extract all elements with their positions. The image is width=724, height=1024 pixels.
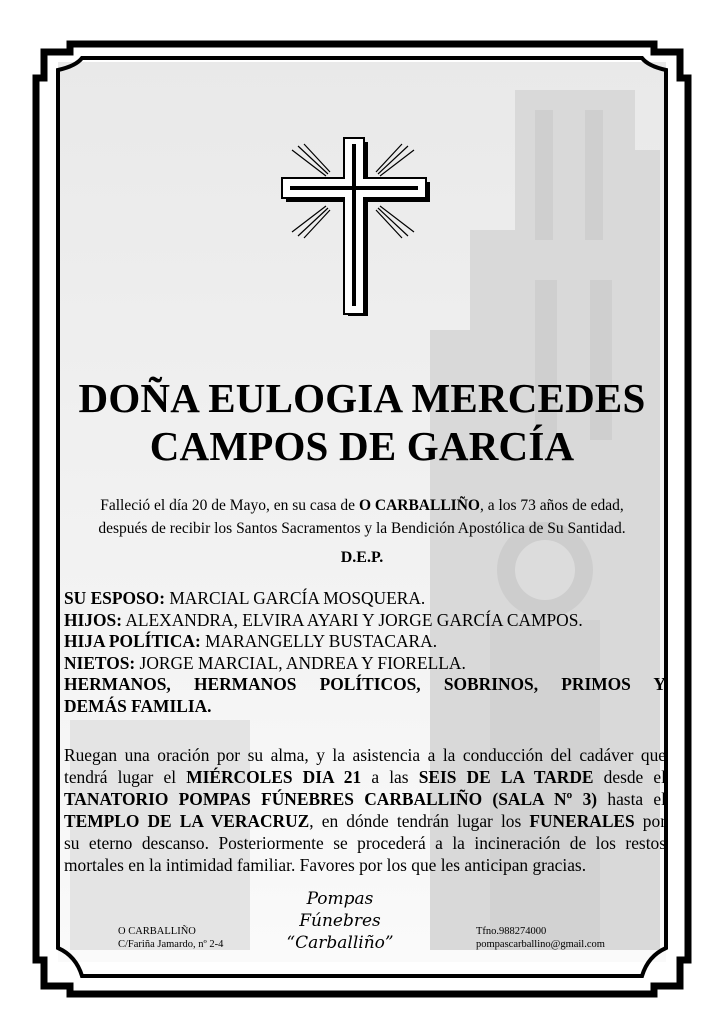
deceased-name-line1: DOÑA EULOGIA MERCEDES bbox=[78, 375, 646, 421]
funeral-text: , en dónde tendrán lugar los bbox=[309, 811, 530, 831]
funeral-line: mortales en la intimidad familiar. Favores por los que les anticipan gracias. bbox=[64, 855, 587, 875]
funeral-home-logo bbox=[270, 888, 410, 954]
spouse-name: MARCIAL GARCÍA MOSQUERA. bbox=[165, 588, 426, 608]
footer-email: pompascarballino@gmail.com bbox=[476, 939, 605, 950]
deceased-name-line2: CAMPOS DE GARCÍA bbox=[149, 423, 575, 469]
intro-text: Falleció el día 20 de Mayo, en su casa de bbox=[100, 497, 359, 514]
funeral-text: a las bbox=[361, 767, 419, 787]
funeral-home-contact bbox=[476, 925, 605, 951]
funeral-text: tendrá lugar el bbox=[64, 767, 187, 787]
family-list bbox=[64, 588, 666, 718]
spouse-row bbox=[64, 588, 666, 610]
funeral-line bbox=[64, 810, 666, 832]
funeral-line bbox=[64, 766, 666, 788]
spouse-label: SU ESPOSO: bbox=[64, 588, 165, 608]
funeral-text: desde el bbox=[593, 767, 666, 787]
footer-street: C/Fariña Jamardo, nº 2-4 bbox=[118, 939, 224, 950]
other-relatives-line1 bbox=[64, 674, 666, 696]
cross-icon bbox=[268, 136, 438, 316]
grandchildren-row bbox=[64, 653, 666, 675]
funerals-label: FUNERALES bbox=[529, 811, 635, 831]
other-relatives-line2 bbox=[64, 696, 666, 718]
children-label: HIJOS: bbox=[64, 609, 122, 630]
footer-phone: Tfno.988274000 bbox=[476, 926, 547, 937]
funeral-text: por bbox=[634, 811, 666, 831]
funeral-time: SEIS DE LA TARDE bbox=[418, 767, 594, 787]
funeral-line: Ruegan una oración por su alma, y la asistencia a la conducción del cadáver que bbox=[64, 745, 666, 765]
grandchildren-label: NIETOS: bbox=[64, 652, 136, 673]
daughter-in-law-name: MARANGELLY BUSTACARA. bbox=[200, 631, 438, 652]
funeral-details bbox=[64, 744, 666, 876]
funeral-home: TANATORIO POMPAS FÚNEBRES CARBALLIÑO (SALA Nº 3) bbox=[64, 789, 598, 809]
intro-text-sacraments: después de recibir los Santos Sacramentos y la Bendición Apostólica de Su Santidad. bbox=[98, 520, 626, 537]
funeral-line bbox=[64, 788, 666, 810]
daughter-in-law-row bbox=[64, 631, 666, 653]
children-row bbox=[64, 610, 666, 632]
logo-line1: Pompas Fúnebres bbox=[299, 889, 381, 931]
place-of-death: O CARBALLIÑO bbox=[358, 497, 480, 514]
funeral-text: hasta el bbox=[597, 789, 666, 809]
intro-text-age: , a los 73 años de edad, bbox=[479, 497, 624, 514]
funeral-day: MIÉRCOLES DIA 21 bbox=[186, 767, 362, 787]
daughter-in-law-label: HIJA POLÍTICA: bbox=[64, 631, 201, 652]
funeral-home-address bbox=[118, 925, 223, 951]
children-names: ALEXANDRA, ELVIRA AYARI Y JORGE GARCÍA CAMPOS. bbox=[121, 609, 583, 630]
funeral-line: su eterno descanso. Posteriormente se procederá a la incineración de los restos bbox=[64, 833, 666, 853]
dep-label: D.E.P. bbox=[340, 549, 384, 566]
footer-town: O CARBALLIÑO bbox=[118, 926, 196, 937]
church-name: TEMPLO DE LA VERACRUZ bbox=[64, 811, 310, 831]
logo-line2: “Carballiño” bbox=[286, 933, 394, 953]
death-announcement bbox=[64, 494, 660, 540]
grandchildren-names: JORGE MARCIAL, ANDREA Y FIORELLA. bbox=[135, 652, 466, 673]
other-relatives-text-end: DEMÁS FAMILIA. bbox=[64, 695, 212, 716]
other-relatives-text: HERMANOS, HERMANOS POLÍTICOS, SOBRINOS, PRIMOS Y bbox=[64, 674, 666, 695]
